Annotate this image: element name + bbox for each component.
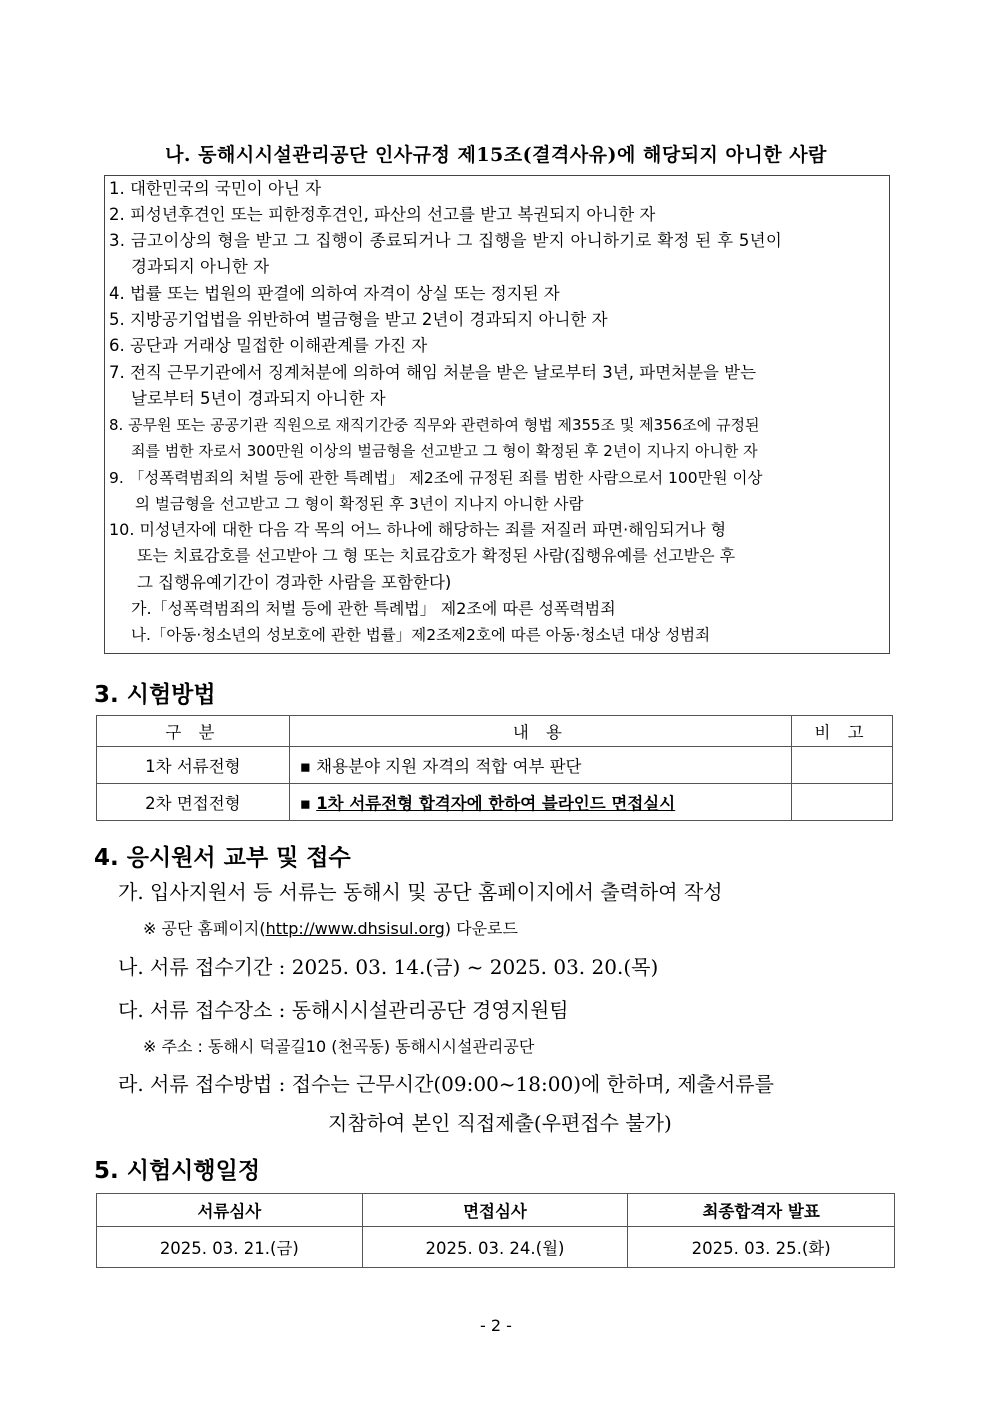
note-cell <box>792 784 893 821</box>
date-cell: 2025. 03. 24.(월) <box>362 1227 628 1268</box>
stage-cell: 1차 서류전형 <box>97 747 290 784</box>
bullet-marker: ▪ <box>299 794 311 813</box>
disq-line: 2. 피성년후견인 또는 피한정후견인, 파산의 선고를 받고 복권되지 아니한 자 <box>109 205 656 224</box>
disq-line: 의 벌금형을 선고받고 그 형이 확정된 후 3년이 지나지 아니한 사람 <box>135 495 584 513</box>
exam-method-table <box>96 715 893 821</box>
header-final-announcement: 최종합격자 발표 <box>628 1194 895 1227</box>
stage-cell: 2차 면접전형 <box>97 784 290 821</box>
interview-emphasis: 1차 서류전형 합격자에 한하여 블라인드 면접실시 <box>316 794 676 813</box>
disq-line: 나.「아동·청소년의 성보호에 관한 법률」제2조제2호에 따른 아동·청소년 대상 성범죄 <box>131 626 711 644</box>
disq-line: 8. 공무원 또는 공공기관 직원으로 재직기간중 직무와 관련하여 형법 제355조 및 제356조에 규정된 <box>109 416 760 434</box>
disq-line: 5. 지방공기업법을 위반하여 벌금형을 받고 2년이 경과되지 아니한 자 <box>109 310 608 329</box>
table-header-row <box>97 1194 895 1227</box>
table-row <box>97 747 893 784</box>
application-item-ra: 라. 서류 접수방법 : 접수는 근무시간(09:00~18:00)에 한하며, 제출서류를 <box>118 1072 774 1096</box>
section-4-title: 4. 응시원서 교부 및 접수 <box>94 845 351 871</box>
disq-line: 1. 대한민국의 국민이 아닌 자 <box>109 179 322 198</box>
content-cell <box>289 784 791 821</box>
disq-line: 6. 공단과 거래상 밀접한 이해관계를 가진 자 <box>109 336 428 355</box>
disq-line: 가.「성폭력범죄의 처벌 등에 관한 특례법」 제2조에 따른 성폭력범죄 <box>131 599 616 618</box>
application-item-ga: 가. 입사지원서 등 서류는 동해시 및 공단 홈페이지에서 출력하여 작성 <box>118 880 723 904</box>
homepage-note <box>143 916 518 939</box>
disq-line: 9. 「성폭력범죄의 처벌 등에 관한 특례법」 제2조에 규정된 죄를 범한 사람으로서 100만원 이상 <box>109 469 763 487</box>
address-note: ※ 주소 : 동해시 덕골길10 (천곡동) 동해시시설관리공단 <box>143 1037 535 1056</box>
table-header-row <box>97 716 893 747</box>
table-row <box>97 784 893 821</box>
note-cell <box>792 747 893 784</box>
page-number: - 2 - <box>480 1316 512 1335</box>
disq-line: 경과되지 아니한 자 <box>131 257 270 276</box>
disq-line: 또는 치료감호를 선고받아 그 형 또는 치료감호가 확정된 사람(집행유예를 선고받은 후 <box>137 546 736 565</box>
disq-line: 그 집행유예기간이 경과한 사람을 포함한다) <box>137 573 452 592</box>
homepage-link[interactable]: http://www.dhsisul.org <box>265 919 445 938</box>
disq-line: 날로부터 5년이 경과되지 아니한 자 <box>131 389 386 408</box>
application-item-da: 다. 서류 접수장소 : 동해시시설관리공단 경영지원팀 <box>118 998 569 1022</box>
section-5-title: 5. 시험시행일정 <box>94 1158 261 1184</box>
table-row <box>97 1227 895 1268</box>
header-content: 내 용 <box>289 716 791 747</box>
exam-schedule-table <box>96 1193 895 1268</box>
homepage-note-suffix: ) 다운로드 <box>444 919 518 938</box>
homepage-note-prefix: ※ 공단 홈페이지( <box>143 919 266 938</box>
disq-line: 4. 법률 또는 법원의 판결에 의하여 자격이 상실 또는 정지된 자 <box>109 284 560 303</box>
disq-line: 7. 전직 근무기관에서 징계처분에 의하여 해임 처분을 받은 날로부터 3년, 파면처분을 받는 <box>109 363 757 382</box>
header-note: 비 고 <box>792 716 893 747</box>
header-document-review: 서류심사 <box>97 1194 363 1227</box>
disqualification-box <box>104 175 890 654</box>
date-cell: 2025. 03. 25.(화) <box>628 1227 895 1268</box>
disq-line: 10. 미성년자에 대한 다음 각 목의 어느 하나에 해당하는 죄를 저질러 파면·해임되거나 형 <box>109 520 727 539</box>
application-item-ra-cont: 지참하여 본인 직접제출(우편접수 불가) <box>328 1111 672 1135</box>
disq-line: 죄를 범한 자로서 300만원 이상의 벌금형을 선고받고 그 형이 확정된 후 2년이 지나지 아니한 자 <box>131 442 758 460</box>
disqualification-heading: 나. 동해시시설관리공단 인사규정 제15조(결격사유)에 해당되지 아니한 사람 <box>165 144 827 166</box>
content-cell: ▪ 채용분야 지원 자격의 적합 여부 판단 <box>289 747 791 784</box>
disq-line: 3. 금고이상의 형을 받고 그 집행이 종료되거나 그 집행을 받지 아니하기로 확정 된 후 5년이 <box>109 231 783 250</box>
header-category: 구 분 <box>97 716 290 747</box>
date-cell: 2025. 03. 21.(금) <box>97 1227 363 1268</box>
application-item-na: 나. 서류 접수기간 : 2025. 03. 14.(금) ~ 2025. 03. 20.(목) <box>118 955 659 979</box>
section-3-title: 3. 시험방법 <box>94 682 216 708</box>
header-interview: 면접심사 <box>362 1194 628 1227</box>
